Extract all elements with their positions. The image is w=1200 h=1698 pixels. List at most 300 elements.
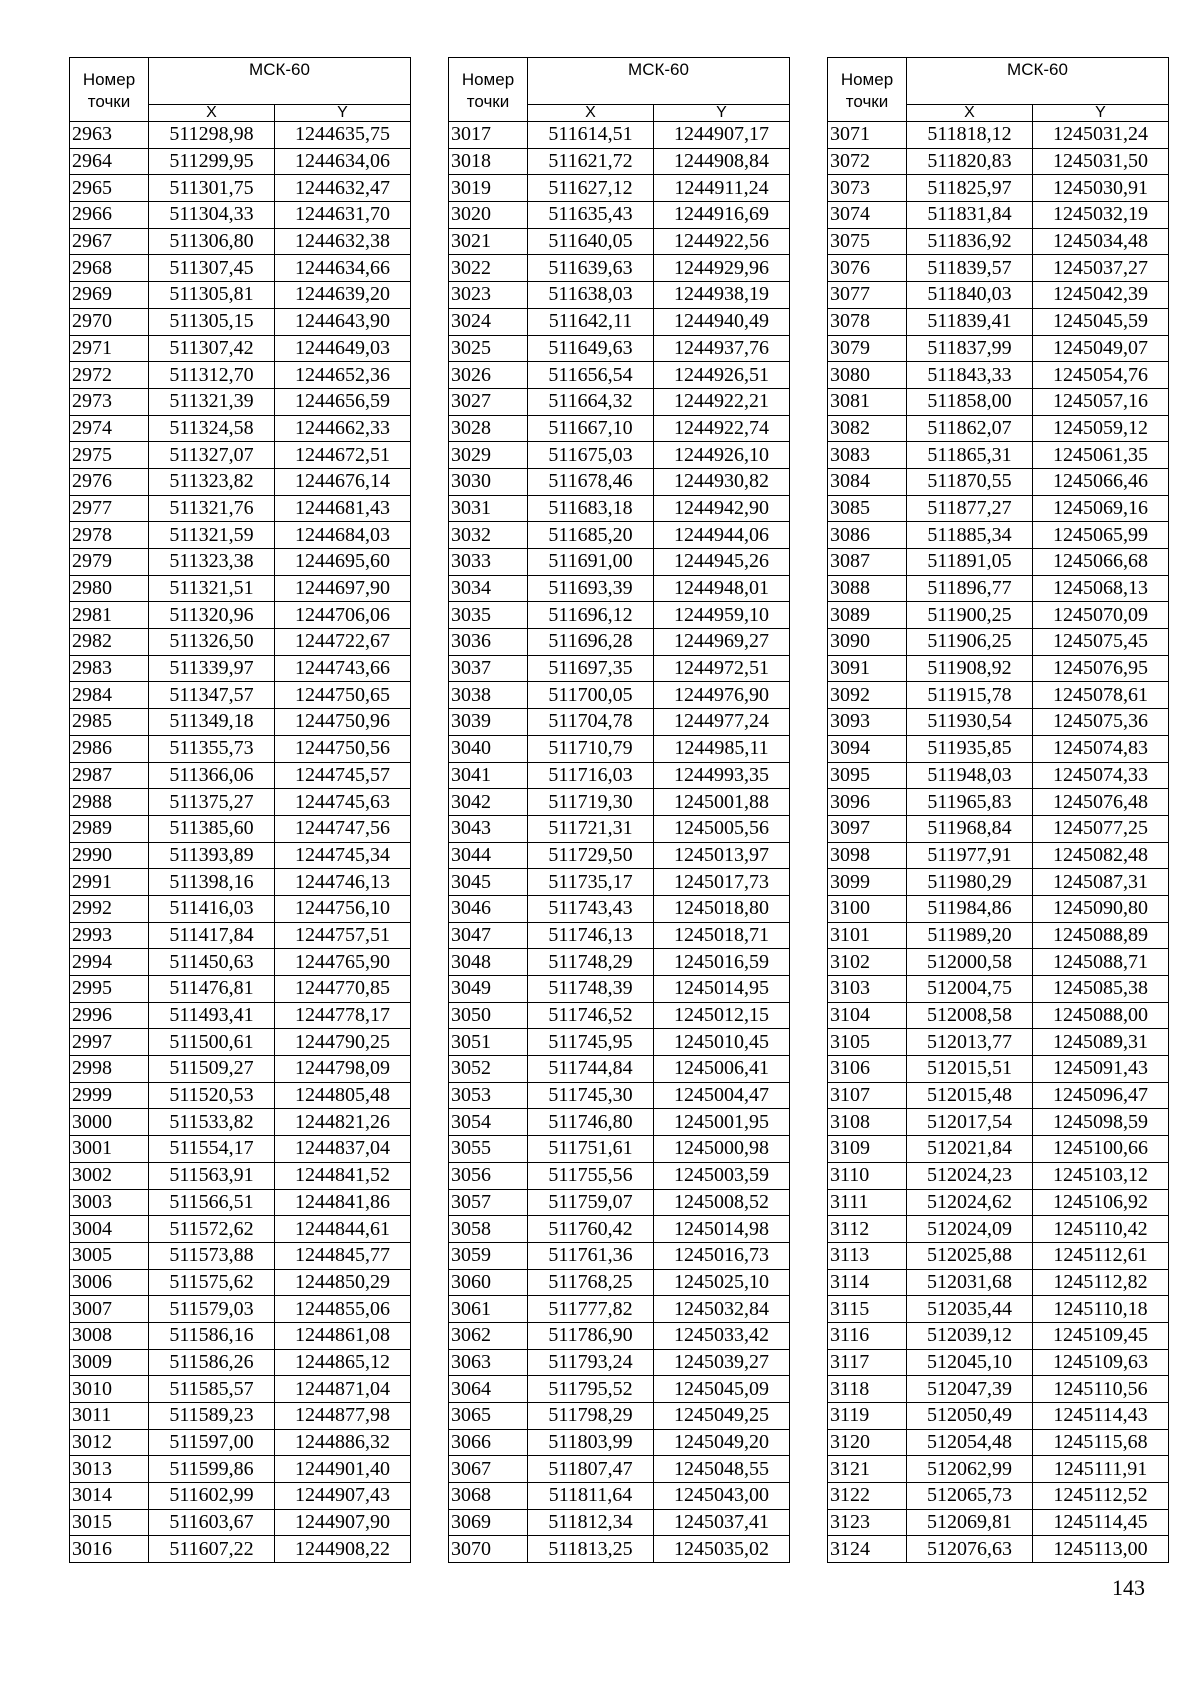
table-row bbox=[70, 388, 411, 415]
table-row bbox=[70, 1269, 411, 1296]
x-coordinate-cell: 512000,58 bbox=[907, 949, 1033, 976]
y-coordinate-cell: 1244634,06 bbox=[275, 148, 411, 175]
y-coordinate-cell: 1245109,45 bbox=[1033, 1322, 1169, 1349]
point-number-cell: 3059 bbox=[449, 1242, 528, 1269]
point-number-cell: 3020 bbox=[449, 202, 528, 229]
point-number-cell: 3012 bbox=[70, 1429, 149, 1456]
point-number-cell: 3075 bbox=[828, 228, 907, 255]
point-number-cell: 3013 bbox=[70, 1456, 149, 1483]
table-row bbox=[449, 1349, 790, 1376]
table-row bbox=[449, 789, 790, 816]
table-row bbox=[449, 575, 790, 602]
table-row bbox=[70, 202, 411, 229]
x-coordinate-cell: 511746,80 bbox=[528, 1109, 654, 1136]
x-coordinate-cell: 512054,48 bbox=[907, 1429, 1033, 1456]
y-coordinate-cell: 1245045,09 bbox=[654, 1376, 790, 1403]
table-row bbox=[70, 1456, 411, 1483]
table-row bbox=[449, 468, 790, 495]
x-coordinate-cell: 511306,80 bbox=[149, 228, 275, 255]
table-row bbox=[828, 335, 1169, 362]
y-column-header: Y bbox=[275, 104, 411, 121]
point-number-cell: 2990 bbox=[70, 842, 149, 869]
table-row bbox=[70, 175, 411, 202]
y-coordinate-cell: 1244959,10 bbox=[654, 602, 790, 629]
point-number-cell: 2973 bbox=[70, 388, 149, 415]
y-coordinate-cell: 1245088,89 bbox=[1033, 922, 1169, 949]
table-row bbox=[70, 762, 411, 789]
x-coordinate-cell: 511597,00 bbox=[149, 1429, 275, 1456]
y-coordinate-cell: 1244850,29 bbox=[275, 1269, 411, 1296]
table-row bbox=[449, 415, 790, 442]
table-row bbox=[449, 1242, 790, 1269]
x-coordinate-cell: 512017,54 bbox=[907, 1109, 1033, 1136]
y-coordinate-cell: 1244643,90 bbox=[275, 308, 411, 335]
table-row bbox=[449, 895, 790, 922]
x-coordinate-cell: 511627,12 bbox=[528, 175, 654, 202]
x-coordinate-cell: 511639,63 bbox=[528, 255, 654, 282]
point-number-cell: 2980 bbox=[70, 575, 149, 602]
point-number-cell: 3061 bbox=[449, 1296, 528, 1323]
table-row bbox=[449, 1136, 790, 1163]
table-row bbox=[449, 1082, 790, 1109]
table-row bbox=[828, 1269, 1169, 1296]
x-coordinate-cell: 511312,70 bbox=[149, 362, 275, 389]
point-number-cell: 3080 bbox=[828, 362, 907, 389]
table-row bbox=[449, 282, 790, 309]
point-number-cell: 2989 bbox=[70, 815, 149, 842]
table-row bbox=[70, 1349, 411, 1376]
x-coordinate-cell: 511786,90 bbox=[528, 1322, 654, 1349]
table-row bbox=[449, 1109, 790, 1136]
y-coordinate-cell: 1244911,24 bbox=[654, 175, 790, 202]
table-row bbox=[449, 869, 790, 896]
table-row bbox=[70, 976, 411, 1003]
table-row bbox=[70, 335, 411, 362]
point-number-cell: 3060 bbox=[449, 1269, 528, 1296]
point-number-cell: 3007 bbox=[70, 1296, 149, 1323]
y-coordinate-cell: 1244940,49 bbox=[654, 308, 790, 335]
point-number-cell: 3116 bbox=[828, 1322, 907, 1349]
point-number-cell: 3097 bbox=[828, 815, 907, 842]
x-coordinate-cell: 511807,47 bbox=[528, 1456, 654, 1483]
coordinate-system-header: МСК-60 bbox=[528, 58, 790, 105]
x-coordinate-cell: 511968,84 bbox=[907, 815, 1033, 842]
x-coordinate-cell: 511837,99 bbox=[907, 335, 1033, 362]
x-coordinate-cell: 511678,46 bbox=[528, 468, 654, 495]
y-coordinate-cell: 1244855,06 bbox=[275, 1296, 411, 1323]
x-coordinate-cell: 511803,99 bbox=[528, 1429, 654, 1456]
table-row bbox=[828, 1403, 1169, 1430]
y-coordinate-cell: 1245043,00 bbox=[654, 1483, 790, 1510]
y-coordinate-cell: 1245034,48 bbox=[1033, 228, 1169, 255]
table-row bbox=[449, 976, 790, 1003]
point-number-cell: 3084 bbox=[828, 468, 907, 495]
table-row bbox=[828, 949, 1169, 976]
point-number-cell: 2965 bbox=[70, 175, 149, 202]
y-coordinate-cell: 1245018,71 bbox=[654, 922, 790, 949]
point-number-cell: 2977 bbox=[70, 495, 149, 522]
table-row bbox=[70, 1136, 411, 1163]
y-coordinate-cell: 1244861,08 bbox=[275, 1322, 411, 1349]
table-row bbox=[70, 949, 411, 976]
x-coordinate-cell: 512047,39 bbox=[907, 1376, 1033, 1403]
x-coordinate-cell: 511321,59 bbox=[149, 522, 275, 549]
table-row bbox=[828, 415, 1169, 442]
point-number-cell: 3093 bbox=[828, 709, 907, 736]
x-coordinate-cell: 511885,34 bbox=[907, 522, 1033, 549]
y-coordinate-cell: 1245109,63 bbox=[1033, 1349, 1169, 1376]
y-coordinate-cell: 1245061,35 bbox=[1033, 442, 1169, 469]
y-coordinate-cell: 1244778,17 bbox=[275, 1002, 411, 1029]
y-coordinate-cell: 1244948,01 bbox=[654, 575, 790, 602]
point-number-cell: 3090 bbox=[828, 629, 907, 656]
point-number-cell: 3115 bbox=[828, 1296, 907, 1323]
point-number-cell: 2997 bbox=[70, 1029, 149, 1056]
point-number-cell: 3044 bbox=[449, 842, 528, 869]
x-coordinate-cell: 511638,03 bbox=[528, 282, 654, 309]
point-number-cell: 3008 bbox=[70, 1322, 149, 1349]
x-coordinate-cell: 511839,41 bbox=[907, 308, 1033, 335]
point-number-cell: 3117 bbox=[828, 1349, 907, 1376]
point-number-cell: 2999 bbox=[70, 1082, 149, 1109]
y-coordinate-cell: 1244845,77 bbox=[275, 1242, 411, 1269]
table-row bbox=[828, 1189, 1169, 1216]
table-row bbox=[828, 709, 1169, 736]
table-row bbox=[449, 815, 790, 842]
y-coordinate-cell: 1244908,22 bbox=[275, 1536, 411, 1563]
x-coordinate-cell: 511795,52 bbox=[528, 1376, 654, 1403]
x-coordinate-cell: 511831,84 bbox=[907, 202, 1033, 229]
x-coordinate-cell: 511716,03 bbox=[528, 762, 654, 789]
y-coordinate-cell: 1245114,45 bbox=[1033, 1509, 1169, 1536]
x-coordinate-cell: 512076,63 bbox=[907, 1536, 1033, 1563]
x-column-header: X bbox=[149, 104, 275, 121]
table-row bbox=[828, 1082, 1169, 1109]
table-row bbox=[70, 228, 411, 255]
x-coordinate-cell: 511693,39 bbox=[528, 575, 654, 602]
y-coordinate-cell: 1245065,99 bbox=[1033, 522, 1169, 549]
table-row bbox=[828, 282, 1169, 309]
point-number-cell: 3099 bbox=[828, 869, 907, 896]
point-number-cell: 3054 bbox=[449, 1109, 528, 1136]
point-number-cell: 2987 bbox=[70, 762, 149, 789]
y-coordinate-cell: 1244926,10 bbox=[654, 442, 790, 469]
x-coordinate-cell: 511746,13 bbox=[528, 922, 654, 949]
point-number-cell: 3006 bbox=[70, 1269, 149, 1296]
x-coordinate-cell: 511760,42 bbox=[528, 1216, 654, 1243]
y-coordinate-cell: 1245049,07 bbox=[1033, 335, 1169, 362]
table-row bbox=[828, 735, 1169, 762]
table-row bbox=[70, 1082, 411, 1109]
y-coordinate-cell: 1244662,33 bbox=[275, 415, 411, 442]
x-coordinate-cell: 511675,03 bbox=[528, 442, 654, 469]
x-coordinate-cell: 511745,30 bbox=[528, 1082, 654, 1109]
table-row bbox=[828, 1296, 1169, 1323]
x-coordinate-cell: 511347,57 bbox=[149, 682, 275, 709]
point-number-cell: 3005 bbox=[70, 1242, 149, 1269]
x-coordinate-cell: 511906,25 bbox=[907, 629, 1033, 656]
table-row bbox=[828, 122, 1169, 149]
table-row bbox=[70, 602, 411, 629]
table-row bbox=[828, 1483, 1169, 1510]
x-coordinate-cell: 511493,41 bbox=[149, 1002, 275, 1029]
x-coordinate-cell: 511746,52 bbox=[528, 1002, 654, 1029]
table-row bbox=[828, 1216, 1169, 1243]
x-coordinate-cell: 511915,78 bbox=[907, 682, 1033, 709]
x-coordinate-cell: 511798,29 bbox=[528, 1403, 654, 1430]
x-coordinate-cell: 511476,81 bbox=[149, 976, 275, 1003]
x-coordinate-cell: 511586,16 bbox=[149, 1322, 275, 1349]
table-row bbox=[828, 1242, 1169, 1269]
x-coordinate-cell: 511621,72 bbox=[528, 148, 654, 175]
y-coordinate-cell: 1245066,68 bbox=[1033, 549, 1169, 576]
table-row bbox=[828, 629, 1169, 656]
y-coordinate-cell: 1245076,95 bbox=[1033, 655, 1169, 682]
table-row bbox=[449, 1216, 790, 1243]
table-row bbox=[70, 495, 411, 522]
x-coordinate-cell: 511585,57 bbox=[149, 1376, 275, 1403]
y-coordinate-cell: 1244632,47 bbox=[275, 175, 411, 202]
point-number-cell: 3076 bbox=[828, 255, 907, 282]
table-row bbox=[70, 1296, 411, 1323]
point-number-cell: 3062 bbox=[449, 1322, 528, 1349]
point-number-cell: 3019 bbox=[449, 175, 528, 202]
table-row bbox=[70, 549, 411, 576]
y-coordinate-cell: 1245054,76 bbox=[1033, 362, 1169, 389]
table-row bbox=[449, 1429, 790, 1456]
x-coordinate-cell: 511748,39 bbox=[528, 976, 654, 1003]
point-number-cell: 3000 bbox=[70, 1109, 149, 1136]
y-coordinate-cell: 1245001,88 bbox=[654, 789, 790, 816]
x-coordinate-cell: 512035,44 bbox=[907, 1296, 1033, 1323]
y-coordinate-cell: 1244745,57 bbox=[275, 762, 411, 789]
y-coordinate-cell: 1245049,25 bbox=[654, 1403, 790, 1430]
point-number-cell: 3122 bbox=[828, 1483, 907, 1510]
point-number-cell: 3049 bbox=[449, 976, 528, 1003]
point-number-cell: 3029 bbox=[449, 442, 528, 469]
table-row bbox=[70, 122, 411, 149]
x-coordinate-cell: 512069,81 bbox=[907, 1509, 1033, 1536]
table-row bbox=[70, 442, 411, 469]
table-row bbox=[449, 1509, 790, 1536]
table-row bbox=[828, 1136, 1169, 1163]
x-coordinate-cell: 511745,95 bbox=[528, 1029, 654, 1056]
point-number-cell: 3096 bbox=[828, 789, 907, 816]
x-coordinate-cell: 511520,53 bbox=[149, 1082, 275, 1109]
x-coordinate-cell: 511323,38 bbox=[149, 549, 275, 576]
x-coordinate-cell: 511697,35 bbox=[528, 655, 654, 682]
coord-table-1 bbox=[69, 57, 411, 1563]
point-number-cell: 3102 bbox=[828, 949, 907, 976]
y-coordinate-cell: 1244985,11 bbox=[654, 735, 790, 762]
x-coordinate-cell: 511305,15 bbox=[149, 308, 275, 335]
point-number-cell: 3114 bbox=[828, 1269, 907, 1296]
point-number-cell: 3074 bbox=[828, 202, 907, 229]
y-coordinate-cell: 1244908,84 bbox=[654, 148, 790, 175]
y-coordinate-cell: 1245112,82 bbox=[1033, 1269, 1169, 1296]
table-row bbox=[449, 629, 790, 656]
x-coordinate-cell: 511948,03 bbox=[907, 762, 1033, 789]
y-coordinate-cell: 1245100,66 bbox=[1033, 1136, 1169, 1163]
x-coordinate-cell: 511719,30 bbox=[528, 789, 654, 816]
y-coordinate-cell: 1245075,36 bbox=[1033, 709, 1169, 736]
x-coordinate-cell: 511307,42 bbox=[149, 335, 275, 362]
x-coordinate-cell: 511563,91 bbox=[149, 1162, 275, 1189]
point-number-cell: 3023 bbox=[449, 282, 528, 309]
table-row bbox=[828, 869, 1169, 896]
table-row bbox=[449, 228, 790, 255]
table-row bbox=[70, 308, 411, 335]
point-number-cell: 3036 bbox=[449, 629, 528, 656]
y-coordinate-cell: 1244907,90 bbox=[275, 1509, 411, 1536]
x-coordinate-cell: 511748,29 bbox=[528, 949, 654, 976]
point-number-cell: 2966 bbox=[70, 202, 149, 229]
x-coordinate-cell: 511691,00 bbox=[528, 549, 654, 576]
y-coordinate-cell: 1244745,63 bbox=[275, 789, 411, 816]
y-coordinate-cell: 1245074,83 bbox=[1033, 735, 1169, 762]
y-coordinate-cell: 1244844,61 bbox=[275, 1216, 411, 1243]
table-row bbox=[70, 1056, 411, 1083]
table-row bbox=[449, 175, 790, 202]
x-coordinate-cell: 511825,97 bbox=[907, 175, 1033, 202]
table-row bbox=[70, 575, 411, 602]
point-number-header: Номер точки bbox=[828, 58, 907, 122]
y-column-header: Y bbox=[1033, 104, 1169, 121]
x-coordinate-cell: 511751,61 bbox=[528, 1136, 654, 1163]
y-coordinate-cell: 1244750,96 bbox=[275, 709, 411, 736]
y-coordinate-cell: 1245031,24 bbox=[1033, 122, 1169, 149]
table-row bbox=[828, 549, 1169, 576]
point-number-cell: 2974 bbox=[70, 415, 149, 442]
table-row bbox=[828, 655, 1169, 682]
y-coordinate-cell: 1245076,48 bbox=[1033, 789, 1169, 816]
table-row bbox=[70, 148, 411, 175]
y-coordinate-cell: 1245033,42 bbox=[654, 1322, 790, 1349]
point-number-cell: 3011 bbox=[70, 1403, 149, 1430]
y-coordinate-cell: 1245077,25 bbox=[1033, 815, 1169, 842]
y-coordinate-cell: 1245006,41 bbox=[654, 1056, 790, 1083]
y-coordinate-cell: 1245031,50 bbox=[1033, 148, 1169, 175]
table-row bbox=[828, 388, 1169, 415]
y-coordinate-cell: 1245114,43 bbox=[1033, 1403, 1169, 1430]
x-coordinate-cell: 511818,12 bbox=[907, 122, 1033, 149]
y-coordinate-cell: 1245008,52 bbox=[654, 1189, 790, 1216]
x-coordinate-cell: 511635,43 bbox=[528, 202, 654, 229]
point-number-cell: 2988 bbox=[70, 789, 149, 816]
point-number-cell: 3002 bbox=[70, 1162, 149, 1189]
x-coordinate-cell: 511416,03 bbox=[149, 895, 275, 922]
point-number-cell: 3091 bbox=[828, 655, 907, 682]
point-number-cell: 2995 bbox=[70, 976, 149, 1003]
point-number-cell: 3022 bbox=[449, 255, 528, 282]
x-coordinate-cell: 511812,34 bbox=[528, 1509, 654, 1536]
y-coordinate-cell: 1244631,70 bbox=[275, 202, 411, 229]
y-coordinate-cell: 1245098,59 bbox=[1033, 1109, 1169, 1136]
table-row bbox=[70, 1403, 411, 1430]
x-coordinate-cell: 511656,54 bbox=[528, 362, 654, 389]
x-coordinate-cell: 511554,17 bbox=[149, 1136, 275, 1163]
y-coordinate-cell: 1245088,71 bbox=[1033, 949, 1169, 976]
x-coordinate-cell: 511579,03 bbox=[149, 1296, 275, 1323]
point-number-cell: 3068 bbox=[449, 1483, 528, 1510]
y-coordinate-cell: 1245032,84 bbox=[654, 1296, 790, 1323]
x-coordinate-cell: 511349,18 bbox=[149, 709, 275, 736]
y-coordinate-cell: 1244681,43 bbox=[275, 495, 411, 522]
point-number-cell: 2991 bbox=[70, 869, 149, 896]
point-number-cell: 3108 bbox=[828, 1109, 907, 1136]
y-coordinate-cell: 1244916,69 bbox=[654, 202, 790, 229]
point-number-cell: 3109 bbox=[828, 1136, 907, 1163]
y-coordinate-cell: 1244821,26 bbox=[275, 1109, 411, 1136]
point-number-cell: 3098 bbox=[828, 842, 907, 869]
coordinate-system-header: МСК-60 bbox=[907, 58, 1169, 105]
x-coordinate-cell: 512024,62 bbox=[907, 1189, 1033, 1216]
table-row bbox=[449, 1456, 790, 1483]
x-coordinate-cell: 511980,29 bbox=[907, 869, 1033, 896]
table-row bbox=[449, 655, 790, 682]
y-coordinate-cell: 1245010,45 bbox=[654, 1029, 790, 1056]
point-number-cell: 2970 bbox=[70, 308, 149, 335]
point-number-cell: 3043 bbox=[449, 815, 528, 842]
x-coordinate-cell: 511305,81 bbox=[149, 282, 275, 309]
x-coordinate-cell: 511744,84 bbox=[528, 1056, 654, 1083]
table-row bbox=[449, 922, 790, 949]
point-number-cell: 3010 bbox=[70, 1376, 149, 1403]
y-coordinate-cell: 1244750,56 bbox=[275, 735, 411, 762]
y-coordinate-cell: 1244972,51 bbox=[654, 655, 790, 682]
table-row bbox=[449, 1162, 790, 1189]
point-number-cell: 3067 bbox=[449, 1456, 528, 1483]
table-row bbox=[449, 495, 790, 522]
y-coordinate-cell: 1244770,85 bbox=[275, 976, 411, 1003]
table-row bbox=[70, 1162, 411, 1189]
point-number-cell: 2981 bbox=[70, 602, 149, 629]
point-number-cell: 3123 bbox=[828, 1509, 907, 1536]
y-coordinate-cell: 1244937,76 bbox=[654, 335, 790, 362]
table-row bbox=[449, 122, 790, 149]
table-row bbox=[70, 1509, 411, 1536]
table-row bbox=[449, 308, 790, 335]
table-row bbox=[70, 629, 411, 656]
point-number-cell: 2979 bbox=[70, 549, 149, 576]
x-coordinate-cell: 511393,89 bbox=[149, 842, 275, 869]
point-number-cell: 3088 bbox=[828, 575, 907, 602]
table-row bbox=[828, 1536, 1169, 1563]
table-row bbox=[828, 1029, 1169, 1056]
table-row bbox=[828, 682, 1169, 709]
x-coordinate-cell: 512008,58 bbox=[907, 1002, 1033, 1029]
point-number-cell: 2986 bbox=[70, 735, 149, 762]
y-coordinate-cell: 1245087,31 bbox=[1033, 869, 1169, 896]
y-coordinate-cell: 1244790,25 bbox=[275, 1029, 411, 1056]
table-row bbox=[828, 1349, 1169, 1376]
y-coordinate-cell: 1244877,98 bbox=[275, 1403, 411, 1430]
table-row bbox=[70, 1029, 411, 1056]
table-row bbox=[70, 735, 411, 762]
y-coordinate-cell: 1245111,91 bbox=[1033, 1456, 1169, 1483]
table-row bbox=[70, 869, 411, 896]
y-coordinate-cell: 1244976,90 bbox=[654, 682, 790, 709]
point-number-cell: 3063 bbox=[449, 1349, 528, 1376]
table-row bbox=[449, 148, 790, 175]
point-number-cell: 3027 bbox=[449, 388, 528, 415]
table-row bbox=[70, 842, 411, 869]
table-row bbox=[449, 388, 790, 415]
table-row bbox=[449, 362, 790, 389]
point-number-cell: 3120 bbox=[828, 1429, 907, 1456]
x-coordinate-cell: 511307,45 bbox=[149, 255, 275, 282]
x-coordinate-cell: 511664,32 bbox=[528, 388, 654, 415]
